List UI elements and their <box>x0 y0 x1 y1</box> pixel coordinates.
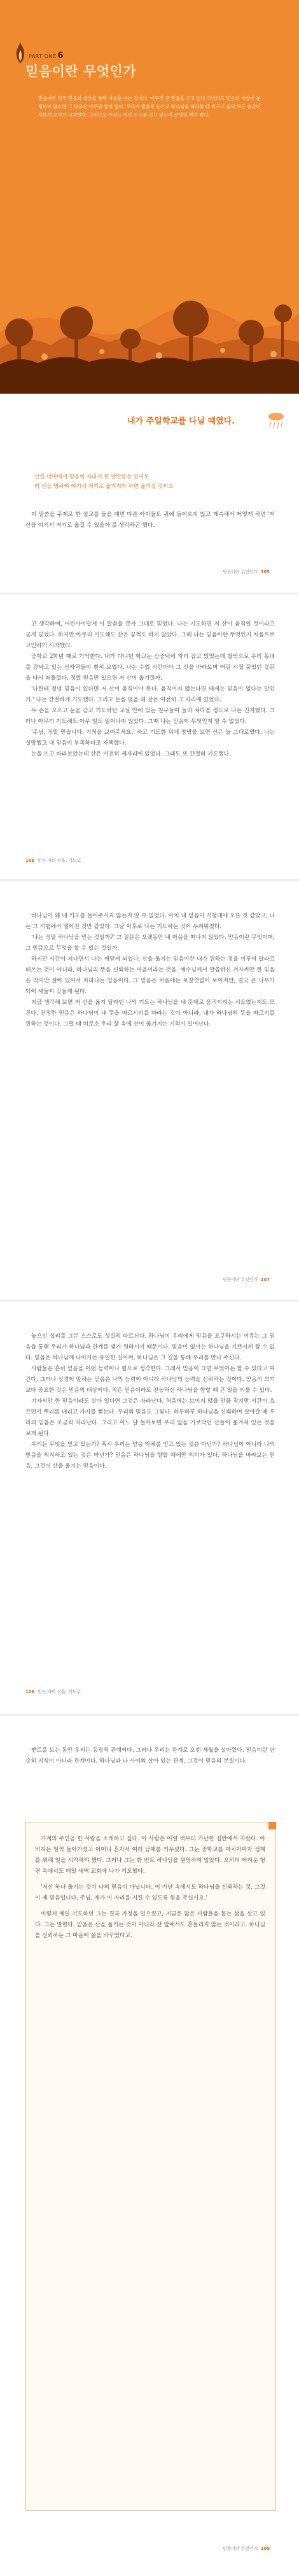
page-number: 109 <box>260 2546 270 2551</box>
paragraph: 중학교 2학년 때로 기억한다. 내가 다니던 학교는 산중턱에 자리 잡고 있었는데 창밖으로 우리 동네를 감싸고 있는 산자락들이 훤히 보였다. 나는 수업 시간마다 그 산을 바라보며 어린 시절 품었던 질문을 다시 떠올렸다. 정말 믿음만 있으면 저 산이 옮겨질까. <box>25 654 275 682</box>
paragraph: 지금 생각해 보면 저 산을 옮겨 달라던 나의 기도는 하나님을 내 뜻대로 움직이려는 시도였는지도 모른다. 진정한 믿음은 하나님이 내 뜻을 따르시기를 바라는 것이 아니라, 내가 하나님의 뜻을 따르기를 원하는 것이다. 그럴 때 비로소 우리 삶 속에 산이 옮겨지는 기적이 일어난다. <box>25 999 275 1027</box>
flame-icon <box>14 42 27 64</box>
box-corner-accent <box>268 1822 276 1829</box>
paragraph: 고 생각하며, 어린아이답게 이 말씀을 문자 그대로 믿었다. 나는 기도하면 저 산이 움직일 것이라고 굳게 믿었다. 하지만 아무리 기도해도 산은 꿈쩍도 하지 않았다. 그때 나는 믿음이란 무엇인지 처음으로 고민하기 시작했다. <box>25 621 275 649</box>
paragraph: 하나님이 왜 내 기도를 들어주시지 않는지 알 수 없었다. 마치 내 믿음이 시험대에 오른 것 같았고, 나는 그 시험에서 떨어진 것만 같았다. 그날 이후로 나는 기도하는 것이 두려워졌다. <box>25 913 275 930</box>
page4-body <box>25 1745 275 1767</box>
page1-body <box>25 510 275 531</box>
paragraph: 사람들은 흔히 믿음을 어떤 능력이나 힘으로 생각한다. 그래서 믿음이 크면 무엇이든 할 수 있다고 여긴다. 그러나 성경이 말하는 믿음은 나의 능력이 아니라 하나님의 능력을 신뢰하는 것이다. 믿음의 크기보다 중요한 것은 믿음의 대상이다. 작은 믿음이라도 전능하신 하나님을 향할 때 큰 일을 이룰 수 있다. <box>25 1366 275 1394</box>
decorative-landscape <box>0 237 299 394</box>
page-number: 107 <box>260 1277 270 1282</box>
quote-line: 산길 너머에서 믿음이 자라서 한 알만큼은 있어도 <box>34 474 150 480</box>
page-divider <box>0 879 299 882</box>
page-footer: 106 믿는 자의 산을, 기도로 <box>25 1689 81 1694</box>
page2-body <box>25 911 275 1030</box>
page-divider <box>0 592 299 595</box>
page-footer: 믿음이란 무엇인가 107 <box>223 1277 270 1282</box>
paragraph: 두 손을 모으고 눈을 감고 기도하던 교실 안에 있는 친구들이 놀라 쳐다볼 정도로 나는 진지했다. 그러나 아무리 기도해도 아무 일도 일어나지 않았다. 그때 나는 믿음이 무엇인지 알 수 없었다. <box>25 708 275 725</box>
chapter-number: 6 <box>57 51 64 61</box>
paragraph: 뺀트를 보는 동안 우리는 동정적 관계이다. 그러나 우리는 관계로 오랜 세월을 살아왔다. 믿음이란 단순히 지식이 아니라 관계이다. 하나님과 나 사이의 살아 있는 관계, 그것이 믿음의 본질이다. <box>25 1747 275 1764</box>
paragraph: '나한테 정녕 믿음이 있다면 저 산이 움직여야 한다. 움직이지 않는다면 내게는 믿음이 없다는 말인가.' 나는 간절하게 기도했다. 그리고 눈을 떴을 때 산은 여전히 그 자리에 있었다. <box>25 686 275 703</box>
scripture-quote <box>34 473 263 492</box>
page-number: 106 <box>25 1689 35 1694</box>
paragraph: 눈을 뜨고 바라보았는데 산은 여전히 제자리에 있었다. 그래도 또 간절히 기도했다. <box>31 751 231 757</box>
chapter-label: PART ONE 6 <box>29 51 64 61</box>
lead-heading: 내가 주일학교를 다닐 때였다. <box>127 417 235 426</box>
chapter-title: 믿음이란 무엇인가 <box>25 63 137 79</box>
paragraph: 우리는 무엇을 믿고 있는가? 혹시 우리는 믿음 자체를 믿고 있는 것은 아닌가? 하나님이 아니라 나의 믿음을 의지하고 있는 것은 아닌가? 믿음은 하나님을 향할 때에만 의미가 있다. 하나님을 바라보는 믿음, 그것이 산을 옮기는 믿음이다. <box>25 1442 275 1470</box>
story-outro: 이렇게 매일 기도하던 그는 결국 가정을 일으켰고, 지금은 많은 사람들을 돕는 삶을 살고 있다. 그는 말한다. 믿음은 산을 옮기는 것이 아니라 산 앞에서도 흔들리지 않는 것이라고. 하나님을 신뢰하는 그 마음이 삶을 바꾸었다고. <box>35 1911 265 1939</box>
page-divider <box>0 1299 299 1302</box>
story-box <box>25 1822 276 2511</box>
paragraph: 겨자씨만 한 믿음이라도 살아 있다면 그것은 자라난다. 처음에는 보이지 않을 만큼 작지만 시간이 흐르면서 뿌리를 내리고 가지를 뻗는다. 우리의 믿음도 그렇다. 하루하루 하나님을 신뢰하며 살아갈 때 우리의 믿음은 조금씩 자라난다. 그리고 어느 날 돌아보면 우리 앞을 가로막던 산들이 옮겨져 있는 것을 보게 된다. <box>25 1398 275 1437</box>
raincloud-icon <box>267 411 285 437</box>
chapter-header <box>0 0 299 394</box>
story-content <box>35 1834 265 1942</box>
page-footer: 믿음이란 무엇인가 105 <box>223 569 270 575</box>
paragraph: 이 말씀을 주제로 한 설교를 들을 때면 다른 아이들도 귀에 들어오지 않고 계속해서 어떻게 하면 '저 산을 여기서 저기로 옮길 수 있을까'를 생각하곤 했다. <box>25 512 275 529</box>
page3-body <box>25 1331 275 1472</box>
page-number: 105 <box>260 569 270 575</box>
story-intro: 가계의 주인공 한 사람을 소개하고 싶다. 이 사람은 어릴 적부터 가난한 집안에서 자랐다. 아버지는 일찍 돌아가셨고 어머니 혼자서 여러 남매를 키우셨다. 그는 중학교를 마치자마자 생계를 위해 일을 시작해야 했다. 그러나 그는 한 번도 하나님을 원망하지 않았다. 오히려 어려운 형편 속에서도 매일 새벽 교회에 나가 기도했다. <box>35 1836 265 1875</box>
paragraph: '주님, 정말 믿습니다. 기적을 보여주세요.' 하고 기도한 뒤에 창밖을 보면 산은 늘 그대로였다. 나는 실망했고 내 믿음이 부족하다고 자책했다. <box>25 729 275 747</box>
quote-line: 이 산을 명하여 여기서 저기로 옮겨지라 하면 옮겨질 것이요 <box>34 483 174 490</box>
section-lead <box>0 404 299 448</box>
page1-body-continued <box>25 619 275 760</box>
paragraph: '나는 정말 하나님을 믿는 것일까?' 그 질문은 오랫동안 내 마음을 떠나지 않았다. 믿음이란 무엇이며, 그 믿음으로 무엇을 할 수 있는 것일까. <box>25 934 275 952</box>
page-number: 106 <box>25 858 35 863</box>
story-quote: '저산 하나 옮기는 것이 나의 믿음이 아닙니다. 이 가난 속에서도 하나님을 신뢰하는 것, 그것이 제 믿음입니다. 주님, 제가 이 자리를 지킬 수 있도록 힘을 주십시오.' <box>35 1884 265 1901</box>
chapter-intro: 믿음이란 결국 믿음의 대상을 향해 마음을 여는 것이다. 아무리 큰 믿음을 갖고 있다 하더라도 믿음의 대상이 분명하지 않다면 그 믿음은 아무런 힘이 없다. 우리가 믿음의 눈으로 하나님을 바라볼 때 비로소 삶의 모든 순간이 새롭게 보이기 시작한다. 그러므로 우리는 먼저 누구를 믿고 있는지 분명히 해야 한다. <box>38 96 261 118</box>
page-footer: 106 믿는 자의 산을, 기도로 <box>25 858 81 863</box>
paragraph: 하지만 시간이 지나면서 나는 깨닫게 되었다. 산을 옮기는 믿음이란 내가 원하는 것을 이루어 달라고 떼쓰는 것이 아니라, 하나님의 뜻을 신뢰하는 마음이라는 것을. 예수님께서 말씀하신 겨자씨만 한 믿음은 작지만 살아 있어서 자라나는 믿음이다. 그 믿음은 처음에는 보잘것없어 보이지만, 결국 큰 나무가 되어 새들이 깃들게 된다. <box>25 956 275 995</box>
paragraph: 놓으신 섭리를 그분 스스로도 성실히 따르신다. 하나님이 우리에게 믿음을 요구하시는 이유는 그 믿음을 통해 우리가 하나님과 관계를 맺기 원하시기 때문이다. 믿음이 없이는 하나님을 기쁘시게 할 수 없다. 믿음은 하나님께 나아가는 유일한 길이며, 하나님은 그 길을 통해 우리를 만나 주신다. <box>25 1333 275 1361</box>
page-footer: 믿음이란 무엇인가 109 <box>223 2546 270 2551</box>
page-divider <box>0 1714 299 1716</box>
